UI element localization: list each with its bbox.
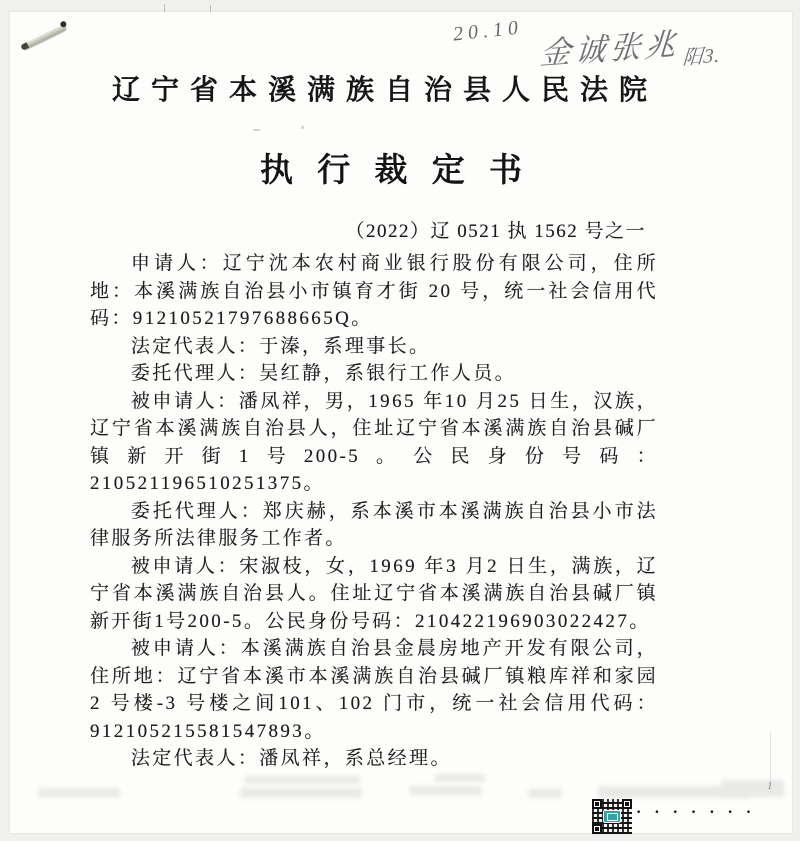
bleed-through-artifact: [528, 789, 562, 798]
qr-code: [592, 799, 632, 834]
scan-artifact-dot: [253, 129, 260, 131]
handwritten-note-main: 金诚张兆: [538, 26, 681, 72]
staple: [21, 24, 67, 50]
document-title: 执 行 裁 定 书: [260, 153, 530, 189]
document-body: [90, 220, 658, 773]
paragraph-legal-representative-2: 法定代表人：潘凤祥，系总经理。: [130, 748, 452, 769]
paragraph-respondent-1: 被申请人：潘凤祥，男，1965 年10 月25 日生，汉族，辽宁省本溪满族自治县人，住址辽宁省本溪满族自治县碱厂镇新开街1号200-5。公民身份号码：210521196510251375。: [90, 390, 658, 494]
bleed-through-artifact: [245, 776, 360, 784]
bleed-through-artifact: [38, 788, 120, 797]
bleed-through-artifact: [240, 788, 362, 798]
case-number: （2022）辽 0521 执 1562 号之一: [345, 221, 646, 242]
bleed-through-artifact: [722, 780, 784, 797]
page-edge-mark: 1: [767, 780, 773, 792]
paragraph-legal-representative-1: 法定代表人：于溱，系理事长。: [130, 335, 431, 357]
page-dots: •••••••: [636, 808, 765, 818]
paragraph-applicant: 申请人：辽宁沈本农村商业银行股份有限公司，住所地：本溪满族自治县小市镇育才街 20 号，统一社会信用代码：91210521797688665Q。: [90, 253, 658, 329]
court-name: 辽宁省本溪满族自治县人民法院: [111, 75, 658, 106]
paragraph-respondent-2: 被申请人：宋淑枝，女，1969 年3 月2 日生，满族，辽宁省本溪满族自治县人。住址辽宁省本溪满族自治县碱厂镇新开街1号200-5。公民身份号码：210422196903022427。: [90, 555, 658, 632]
paragraph-respondent-3: 被申请人：本溪满族自治县金晨房地产开发有限公司，住所地：辽宁省本溪市本溪满族自治县碱厂镇粮库祥和家园2 号楼-3 号楼之间101、102 门市，统一社会信用代码：912105215581547893。: [90, 638, 658, 742]
qr-finder-icon: [622, 799, 632, 809]
qr-finder-icon: [592, 824, 602, 834]
qr-finder-icon: [592, 799, 602, 809]
qr-center-logo-icon: [603, 810, 621, 823]
handwritten-note: [539, 16, 720, 74]
scan-artifact-dot: [301, 126, 304, 129]
handwritten-date: 20.10: [451, 16, 524, 46]
handwritten-note-suffix: 阳3.: [681, 44, 722, 70]
bleed-through-artifact: [410, 786, 482, 795]
paragraph-agent-2: 委托代理人：郑庆赫，系本溪市本溪满族自治县小市法律服务所法律服务工作者。: [90, 500, 658, 549]
document-page: [10, 12, 792, 833]
bleed-through-artifact: [435, 774, 485, 782]
paragraph-agent-1: 委托代理人：吴红静，系银行工作人员。: [130, 363, 517, 384]
